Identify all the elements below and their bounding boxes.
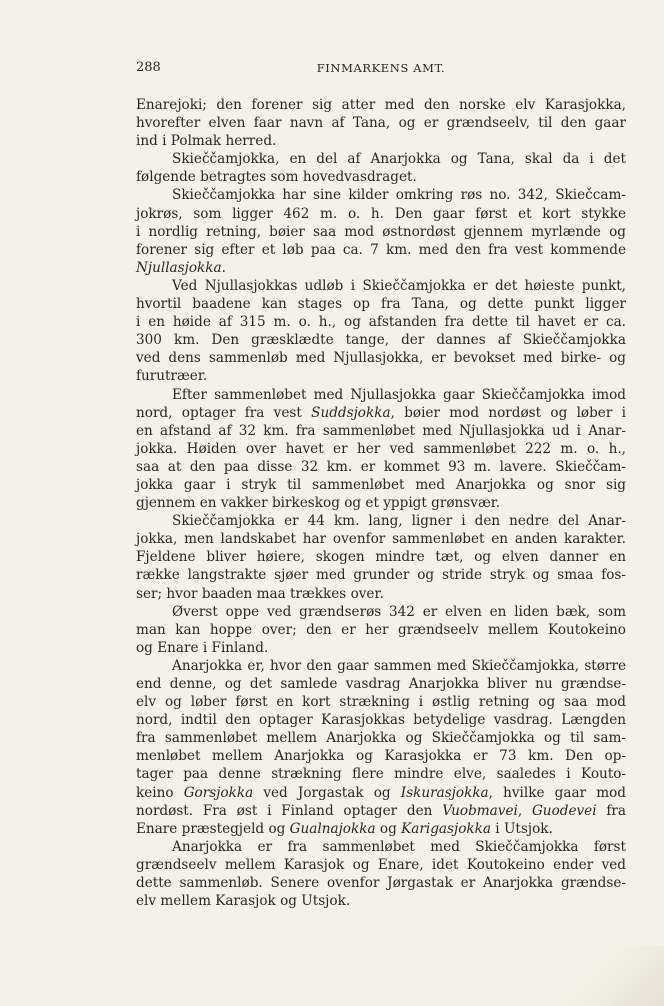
text-segment: ved Jorgastak og [253, 784, 401, 801]
text-line [136, 765, 626, 783]
page-edge-shadow [544, 946, 664, 1006]
text-segment: jokka gaar i stryk til sammenløbet med Anarjokka og snor sig [136, 476, 626, 493]
text-segment: saa at den paa disse 32 km. er kommet 93 m. lavere. Skieččam- [136, 458, 626, 475]
text-line [136, 729, 626, 747]
text-line [136, 458, 626, 476]
text-segment: og Enare i Finland. [136, 639, 269, 656]
text-line [136, 530, 626, 548]
text-segment: i nordlig retning, bøier saa mod østnordøst gjennem myrlænde og [136, 223, 626, 240]
text-line [136, 277, 626, 295]
text-line [136, 186, 626, 204]
text-segment: , hvilke gaar mod [488, 784, 626, 801]
text-line [136, 259, 626, 277]
running-title: FINMARKENS AMT. [316, 61, 446, 75]
text-segment: furutræer. [136, 368, 208, 385]
text-segment: ved dens sammenløb med Njullasjokka, er bevokset med birke- og [136, 350, 626, 367]
text-segment: nord, indtil den optager Karasjokkas betydelige vasdrag. Længden [136, 712, 626, 729]
text-line [136, 802, 626, 820]
text-line [136, 675, 626, 693]
text-line [136, 548, 626, 566]
italic-place-name: Guodevei [531, 802, 597, 819]
text-segment: 300 km. Den græsklædte tange, der dannes af Skieččamjokka [136, 332, 626, 349]
text-line [136, 132, 626, 150]
italic-place-name: Karigasjokka [401, 820, 491, 837]
text-line [136, 205, 626, 223]
text-segment: menløbet mellem Anarjokka og Karasjokka er 73 km. Den op- [136, 748, 626, 765]
text-line [136, 223, 626, 241]
text-segment: og [375, 820, 402, 837]
text-segment: . [221, 259, 226, 276]
text-segment: Skieččamjokka er 44 km. lang, ligner i den nedre del Anar- [172, 513, 626, 530]
text-segment: ind i Polmak herred. [136, 133, 277, 150]
text-line [136, 295, 626, 313]
text-segment: Skieččamjokka har sine kilder omkring røs no. 342, Skiečcam- [172, 187, 626, 204]
text-line [136, 838, 626, 856]
text-line [136, 639, 626, 657]
text-line [136, 422, 626, 440]
text-line [136, 856, 626, 874]
text-segment: hvorefter elven faar navn af Tana, og er grændseelv, til den gaar [136, 115, 626, 132]
text-line [136, 114, 626, 132]
text-segment: Fjeldene bliver høiere, skogen mindre tæt, og elven danner en [136, 549, 626, 566]
text-line [136, 168, 626, 186]
text-line [136, 440, 626, 458]
text-line [136, 747, 626, 765]
page-header [136, 60, 626, 80]
text-segment: følgende betragtes som hovedvasdraget. [136, 169, 417, 186]
text-segment: Efter sammenløbet med Njullasjokka gaar Skieččamjokka imod [172, 386, 626, 403]
text-segment: dette sammenløb. Senere ovenfor Jørgastak er Anarjokka grændse- [136, 875, 626, 892]
text-line [136, 603, 626, 621]
text-segment: end denne, og det samlede vasdrag Anarjokka bliver nu grændse- [136, 676, 626, 692]
italic-place-name: Njullasjokka [136, 259, 222, 276]
text-segment: fra [596, 802, 626, 819]
text-segment: Enarejoki; den forener sig atter med den norske elv Karasjokka, [136, 97, 626, 113]
text-line [136, 386, 626, 404]
text-segment: tager paa denne strækning flere mindre elve, saaledes i Kouto- [136, 766, 626, 783]
text-segment: Anarjokka er fra sammenløbet med Skieččamjokka først [172, 838, 626, 855]
text-segment: Enare præstegjeld og [136, 820, 290, 837]
text-line [136, 241, 626, 259]
text-segment: , [517, 802, 532, 819]
text-segment: ser; hvor baaden maa trækkes over. [136, 585, 384, 602]
text-segment: , bøier mod nordøst og løber i [390, 404, 626, 421]
text-segment: nord, optager fra vest [136, 404, 312, 421]
text-segment: række langstrakte sjøer med grunder og stride stryk og smaa fos- [136, 567, 626, 584]
text-line [136, 331, 626, 349]
text-segment: Anarjokka er, hvor den gaar sammen med Skieččamjokka, større [172, 657, 626, 674]
italic-place-name: Iskurasjokka [400, 784, 489, 801]
text-segment: elv mellem Karasjok og Utsjok. [136, 893, 351, 910]
text-line [136, 820, 626, 838]
text-line [136, 404, 626, 422]
text-line [136, 784, 626, 802]
text-segment: jokka. Høiden over havet er her ved sammenløbet 222 m. o. h., [136, 440, 626, 457]
text-line [136, 150, 626, 168]
italic-place-name: Suddsjokka [311, 404, 391, 421]
italic-place-name: Gorsjokka [183, 784, 254, 801]
text-segment: keino [136, 784, 184, 801]
italic-place-name: Vuobmavei [442, 802, 518, 819]
text-line [136, 892, 626, 910]
text-segment: man kan hoppe over; den er her grændseelv mellem Koutokeino [136, 621, 626, 638]
text-line [136, 693, 626, 711]
page-number: 288 [136, 60, 161, 75]
text-segment: jokrøs, som ligger 462 m. o. h. Den gaar først et kort stykke [136, 205, 626, 222]
text-segment: hvortil baadene kan stages op fra Tana, og dette punkt ligger [136, 296, 626, 313]
text-segment: Øverst oppe ved grændserøs 342 er elven en liden bæk, som [172, 603, 626, 620]
text-segment: fra sammenløbet mellem Anarjokka og Skieččamjokka og til sam- [136, 730, 626, 747]
italic-place-name: Gualnajokka [289, 820, 376, 837]
text-line [136, 585, 626, 603]
text-line [136, 494, 626, 512]
text-segment: grændseelv mellem Karasjok og Enare, idet Koutokeino ender ved [136, 856, 626, 873]
text-segment: jokka, men landskabet har ovenfor sammenløbet en anden karakter. [136, 531, 626, 548]
text-line [136, 874, 626, 892]
text-line [136, 476, 626, 494]
text-segment: Ved Njullasjokkas udløb i Skieččamjokka er det høieste punkt, [172, 277, 626, 294]
text-segment: i en høide af 315 m. o. h., og afstanden fra dette til havet er ca. [136, 314, 626, 331]
text-line [136, 566, 626, 584]
text-line [136, 349, 626, 367]
text-line [136, 512, 626, 530]
text-line [136, 313, 626, 331]
text-segment: Skieččamjokka, en del af Anarjokka og Tana, skal da i det [172, 151, 626, 168]
text-segment: i Utsjok. [490, 820, 553, 837]
text-segment: nordøst. Fra øst i Finland optager den [136, 802, 443, 819]
text-line [136, 96, 626, 114]
body-text [136, 96, 626, 910]
text-line [136, 621, 626, 639]
text-segment: gjennem en vakker birkeskog og et yppigt grønsvær. [136, 495, 501, 512]
text-segment: en afstand af 32 km. fra sammenløbet med Njullasjokka ud i Anar- [136, 422, 626, 439]
text-line [136, 711, 626, 729]
text-segment: elv og løber først en kort strækning i østlig retning og saa mod [136, 694, 626, 711]
text-segment: forener sig efter et løb paa ca. 7 km. med den fra vest kommende [136, 241, 626, 258]
text-line [136, 657, 626, 675]
text-line [136, 367, 626, 385]
